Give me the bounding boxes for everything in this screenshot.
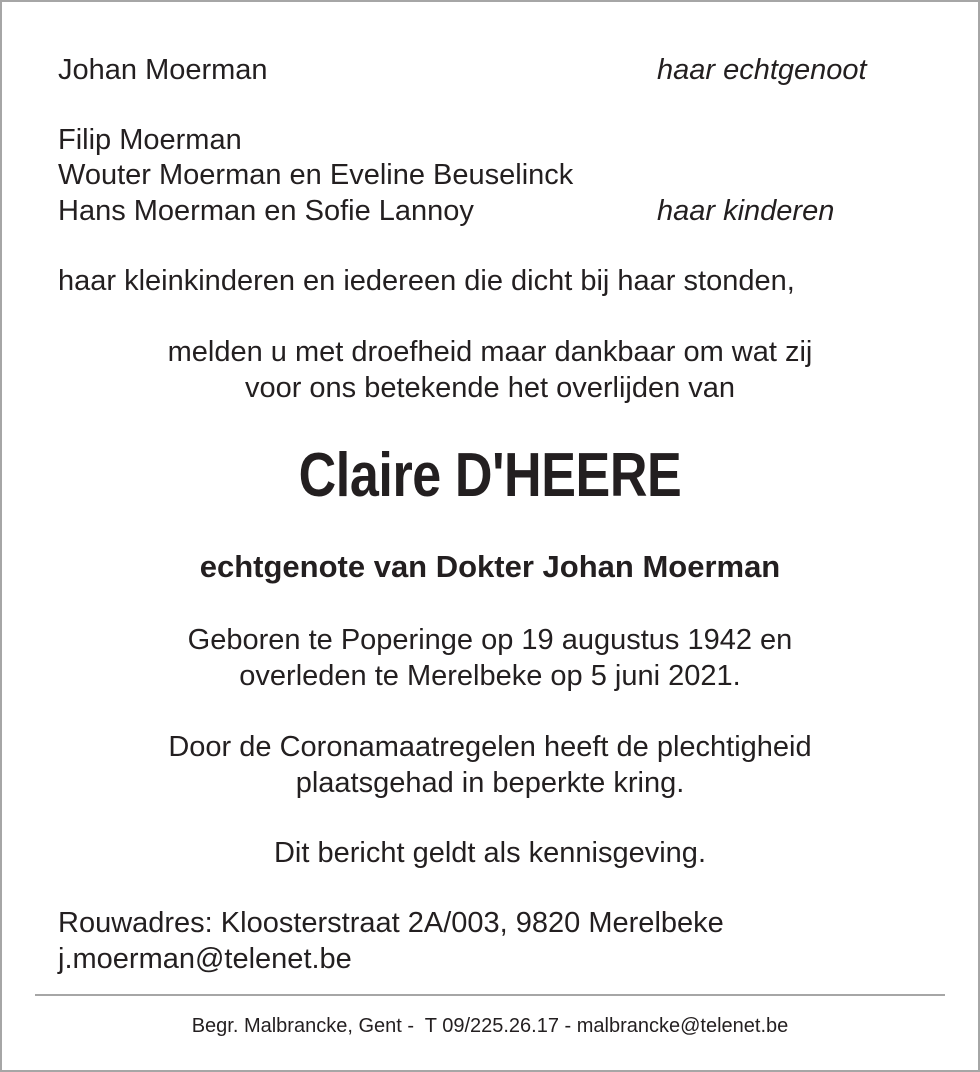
notice-line: Dit bericht geldt als kennisgeving. bbox=[273, 837, 706, 869]
spouse-name: Johan Moerman bbox=[58, 54, 268, 86]
child-3: Hans Moerman en Sofie Lannoy bbox=[58, 195, 474, 227]
ceremony-line-1: Door de Coronamaatregelen heeft de plechtigheid bbox=[168, 731, 812, 763]
death-line: overleden te Merelbeke op 5 juni 2021. bbox=[239, 660, 741, 692]
ceremony-line-2: plaatsgehad in beperkte kring. bbox=[295, 767, 685, 799]
birth-line: Geboren te Poperinge op 19 augustus 1942 en bbox=[187, 624, 793, 656]
contact-email: j.moerman@telenet.be bbox=[58, 943, 352, 975]
announcement-line-2: voor ons betekende het overlijden van bbox=[244, 372, 736, 404]
grandchildren-line: haar kleinkinderen en iedereen die dicht bij haar stonden, bbox=[58, 265, 795, 297]
deceased-name: Claire D'HEERE bbox=[298, 441, 682, 510]
child-1: Filip Moerman bbox=[58, 124, 242, 156]
mourning-address: Rouwadres: Kloosterstraat 2A/003, 9820 Merelbeke bbox=[58, 907, 724, 939]
footer-divider bbox=[35, 994, 945, 996]
spouse-role: haar echtgenoot bbox=[657, 54, 867, 86]
child-2: Wouter Moerman en Eveline Beuselinck bbox=[58, 159, 574, 191]
funeral-home-footer: Begr. Malbrancke, Gent - T 09/225.26.17 - malbrancke@telenet.be bbox=[191, 1015, 789, 1037]
children-role: haar kinderen bbox=[657, 195, 835, 227]
announcement-line-1: melden u met droefheid maar dankbaar om wat zij bbox=[167, 336, 813, 368]
deceased-subtitle: echtgenote van Dokter Johan Moerman bbox=[199, 549, 781, 584]
